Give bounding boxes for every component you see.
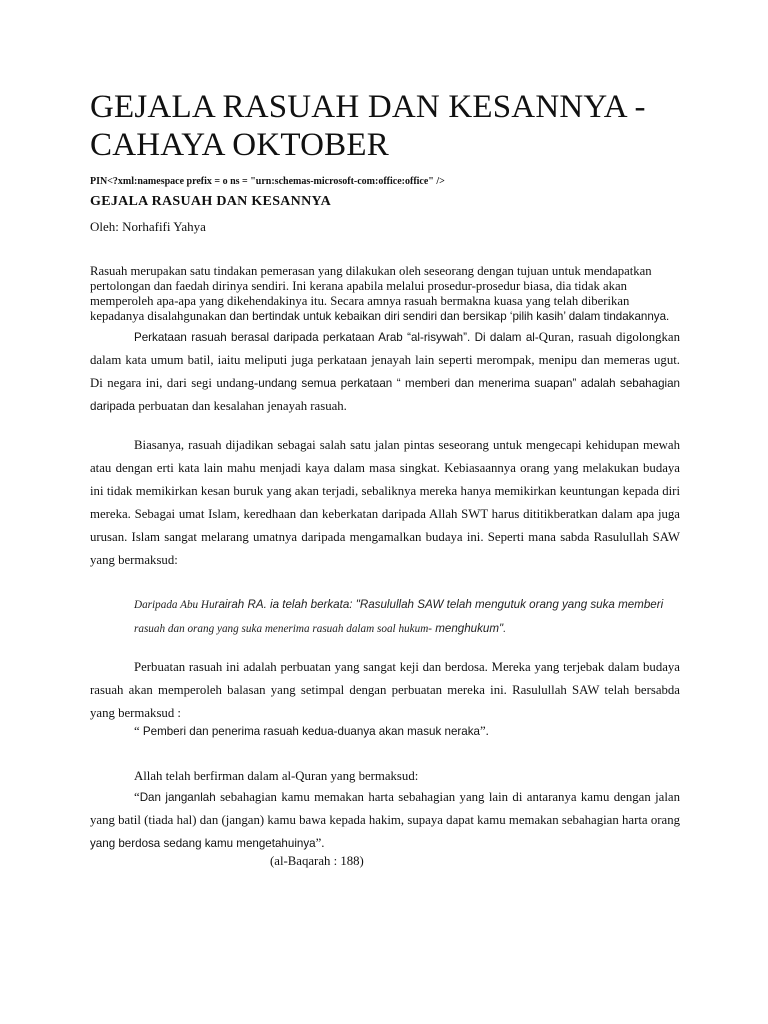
document-title: GEJALA RASUAH DAN KESANNYA - CAHAYA OKTOBER bbox=[90, 89, 646, 163]
quote-text: sebahagian kamu memakan harta sebahagian yang lain di antaranya kamu dengan jalan yang batil (tiada hal) dan (jangan) kamu bawa kepada hakim, supaya dapat kamu memakan sebahagian harta orang bbox=[90, 790, 680, 827]
hadith-text: rasuah dan orang yang suka menerima rasuah dalam soal hukum- bbox=[134, 623, 433, 635]
hadith-text: . bbox=[503, 623, 506, 635]
article-subheading: GEJALA RASUAH DAN KESANNYA bbox=[90, 194, 332, 209]
paragraph-text: Perbuatan rasuah ini adalah perbuatan yang sangat keji dan berdosa. Mereka yang terjebak dalam budaya rasuah akan memperoleh balasan yang setimpal dengan perbuatan mereka ini. Rasulullah SAW telah bersabda yang bermaksud : bbox=[90, 660, 680, 720]
paragraph-text-sans: Perkataan rasuah berasal daripada perkataan Arab “al-risywah”. Di dalam al- bbox=[134, 331, 539, 344]
quote-text-sans: Pemberi dan penerima rasuah kedua-duanya akan masuk neraka bbox=[142, 725, 480, 738]
xml-namespace-line: PIN<?xml:namespace prefix = o ns = "urn:schemas-microsoft-com:office:office" /> bbox=[90, 176, 445, 187]
quote-text-sans: yang berdosa sedang kamu mengetahuinya bbox=[90, 837, 316, 850]
quote-text: ”. bbox=[479, 724, 489, 738]
paragraph-text: Biasanya, rasuah dijadikan sebagai salah satu jalan pintas seseorang untuk mengecapi kehidupan mewah atau dengan erti kata lain mahu menjadi kaya dalam masa singkat. Kebiasaannya orang yang melakukan budaya ini tidak memikirkan kesan buruk yang akan terjadi, sebaliknya mereka hanya memikirkan keuntungan kepada diri mereka. Sebagai umat Islam, keredhaan dan keberkatan daripada Allah SWT harus dititikberatkan dalam apa juga urusan. Islam sangat melarang umatnya daripada mengamalkan budaya ini. Seperti mana sabda Rasulullah SAW yang bermaksud: bbox=[90, 438, 680, 567]
hadith-quote bbox=[134, 593, 694, 641]
quote-text: ”. bbox=[315, 836, 325, 850]
paragraph-quran-intro: Allah telah berfirman dalam al-Quran yang bermaksud: bbox=[134, 769, 419, 783]
paragraph-definition bbox=[90, 264, 680, 324]
paragraph-shortcut bbox=[90, 434, 680, 572]
author-line: Oleh: Norhafifi Yahya bbox=[90, 219, 206, 234]
paragraph-origin bbox=[90, 326, 680, 418]
quote-text: “ bbox=[134, 790, 140, 804]
quran-reference: (al-Baqarah : 188) bbox=[270, 854, 364, 868]
quran-verse-quote bbox=[90, 786, 680, 855]
hadith-text: Daripada Abu Hu bbox=[134, 599, 215, 611]
paragraph-text: perbuatan dan kesalahan jenayah rasuah. bbox=[135, 399, 347, 413]
hadith-quote-hell bbox=[134, 724, 489, 739]
hadith-text-sans: menghukum" bbox=[432, 622, 504, 635]
hadith-text-sans: rairah RA. ia telah berkata: "Rasulullah SAW telah mengutuk orang yang suka memberi bbox=[214, 598, 664, 611]
paragraph-text: Quran, rasuah digolongkan dalam kata umum batil, iaitu meliputi juga perkataan jenayah lain seperti merompak, menipu dan memeras ugut. Di negara ini, dari segi undang- bbox=[90, 330, 680, 390]
paragraph-text: Rasuah merupakan satu tindakan pemerasan yang dilakukan oleh seseorang dengan tujuan untuk mendapatkan pertolongan dan faedah dirinya sendiri. Ini kerana apabila melalui prosedur-prosedur biasa, dia tidak akan memperoleh apa-apa yang dikehendakinya itu. Secara amnya rasuah bermakna kuasa yang telah diberikan kepadanya disalahgunakan bbox=[90, 264, 652, 323]
quote-text-sans: Dan janganlah bbox=[139, 791, 216, 804]
quote-text: “ bbox=[134, 724, 143, 738]
paragraph-consequence bbox=[90, 656, 680, 725]
paragraph-text-sans: dan bertindak untuk kebaikan diri sendiri dan bersikap ‘pilih kasih’ dalam tindakannya. bbox=[229, 310, 670, 323]
paragraph-text-sans: undang semua perkataan “ memberi dan menerima suapan” adalah sebahagian daripada bbox=[90, 377, 680, 413]
